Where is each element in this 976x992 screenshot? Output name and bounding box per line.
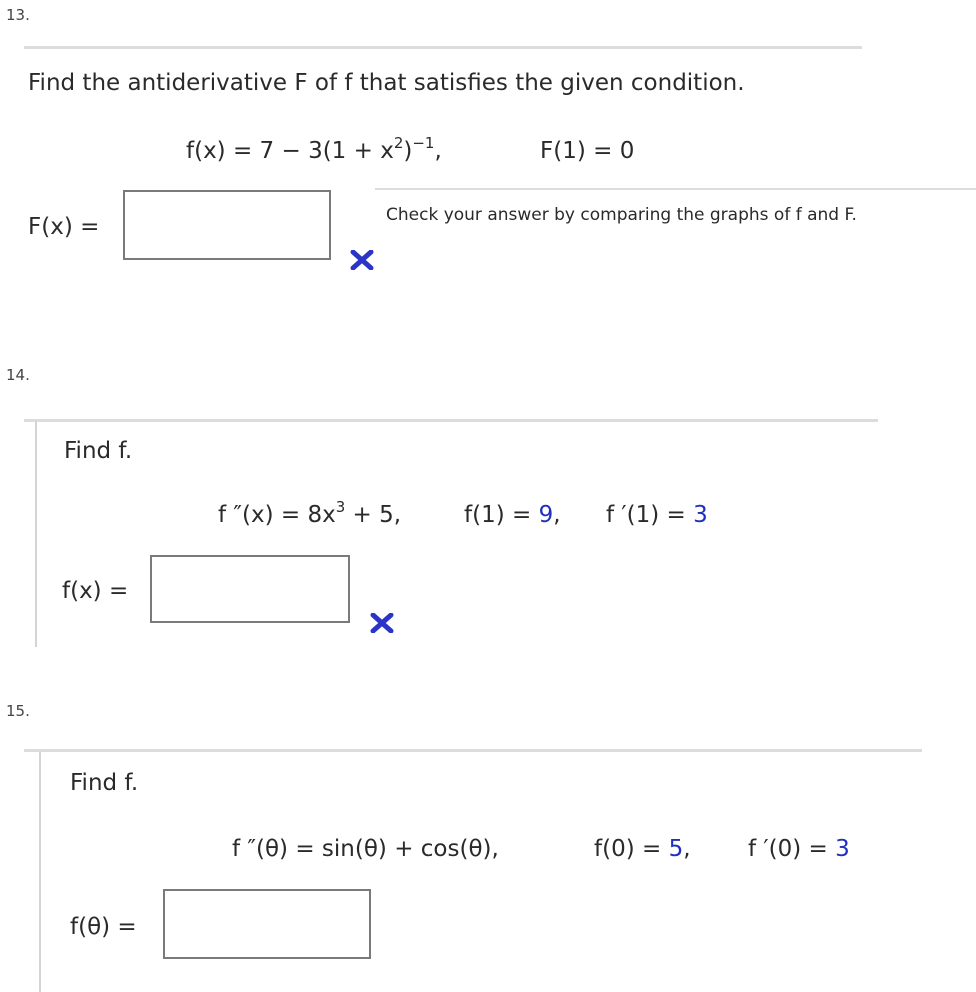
exponent: −1	[412, 134, 435, 152]
given-f-mid: )	[403, 138, 413, 164]
answer-label: F(x) =	[28, 214, 100, 240]
condition-comma: ,	[683, 836, 691, 862]
initial-condition	[748, 836, 850, 862]
problem-number: 14.	[6, 366, 30, 384]
answer-input[interactable]	[150, 555, 350, 623]
answer-label: f(x) =	[62, 578, 129, 604]
answer-label: f(θ) =	[70, 914, 137, 940]
left-border	[35, 421, 37, 647]
initial-condition	[606, 502, 708, 528]
condition-label: f(1) =	[464, 502, 539, 528]
condition-label: f ′(1) =	[606, 502, 694, 528]
given-f-tail: ,	[434, 138, 442, 164]
left-border	[39, 751, 41, 992]
second-derivative-equation	[218, 498, 402, 528]
problem-number: 15.	[6, 702, 30, 720]
second-derivative-equation: f ″(θ) = sin(θ) + cos(θ),	[232, 836, 499, 862]
divider	[375, 188, 976, 190]
exponent: 3	[335, 498, 346, 516]
problem-prompt: Find f.	[64, 438, 133, 464]
answer-input[interactable]	[123, 190, 331, 260]
condition-value: 5	[668, 836, 684, 862]
eq-lhs: f ″(x) = 8x	[218, 502, 336, 528]
exponent: 2	[393, 134, 404, 152]
hint-text: Check your answer by comparing the graphs of f and F.	[386, 205, 857, 225]
problem-prompt: Find f.	[70, 770, 139, 796]
eq-tail: + 5,	[345, 502, 402, 528]
condition-label: f ′(0) =	[748, 836, 836, 862]
x-mark-icon	[350, 250, 374, 270]
x-mark-icon	[370, 613, 394, 633]
condition-comma: ,	[553, 502, 561, 528]
answer-input[interactable]	[163, 889, 371, 959]
divider	[24, 419, 878, 422]
condition-value: 3	[693, 502, 708, 528]
given-function	[186, 134, 442, 164]
condition-label: f(0) =	[594, 836, 669, 862]
initial-condition: F(1) = 0	[540, 138, 635, 164]
initial-condition	[594, 836, 691, 862]
condition-value: 3	[835, 836, 850, 862]
condition-value: 9	[538, 502, 554, 528]
divider	[24, 749, 922, 752]
given-f-lhs: f(x) = 7 − 3(1 + x	[186, 138, 394, 164]
divider	[24, 46, 862, 49]
initial-condition	[464, 502, 561, 528]
problem-prompt: Find the antiderivative F of f that satisfies the given condition.	[28, 70, 745, 96]
problem-number: 13.	[6, 6, 30, 24]
